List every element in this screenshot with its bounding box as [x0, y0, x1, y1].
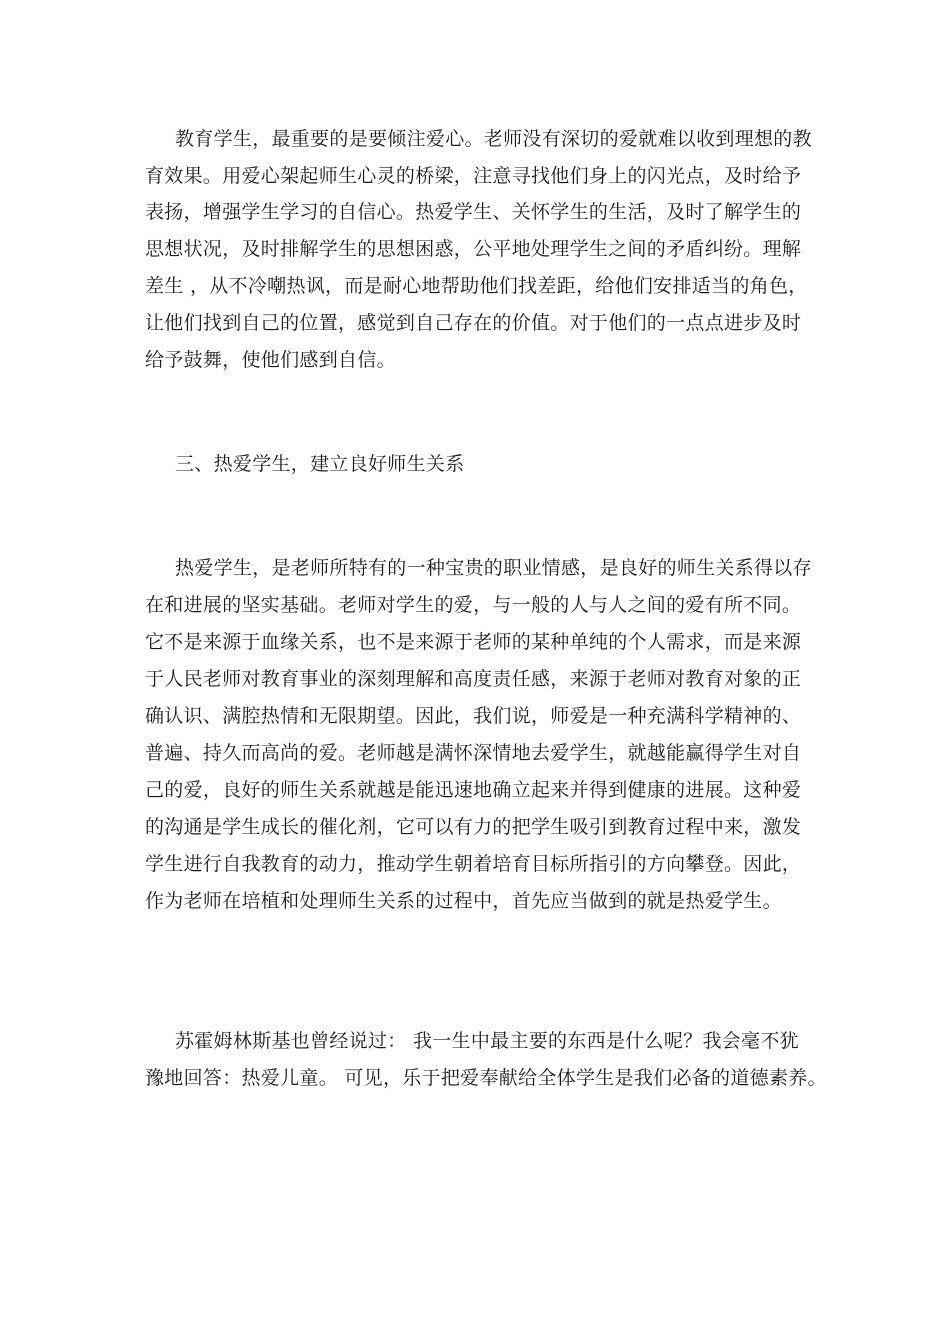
paragraph-line: 热爱学生，是老师所特有的一种宝贵的职业情感，是良好的师生关系得以存 — [175, 557, 812, 579]
paragraph-line: 表扬，增强学生学习的自信心。热爱学生、关怀学生的生活，及时了解学生的 — [145, 201, 802, 223]
paragraph-line: 己的爱，良好的师生关系就越是能迅速地确立起来并得到健康的进展。这种爱 — [145, 779, 802, 801]
paragraph-line: 学生进行自我教育的动力，推动学生朝着培育目标所指引的方向攀登。因此， — [145, 853, 802, 875]
paragraph-line: 的沟通是学生成长的催化剂，它可以有力的把学生吸引到教育过程中来，激发 — [145, 816, 802, 838]
paragraph-line: 普遍、持久而高尚的爱。老师越是满怀深情地去爱学生，就越能赢得学生对自 — [145, 742, 802, 764]
paragraph-line: 豫地回答：热爱儿童。 可见，乐于把爱奉献给全体学生是我们必备的道德素养。 — [145, 1067, 827, 1089]
paragraph-line: 思想状况，及时排解学生的思想困惑，公平地处理学生之间的矛盾纠纷。理解 — [145, 238, 802, 260]
paragraph-line: 它不是来源于血缘关系，也不是来源于老师的某种单纯的个人需求，而是来源 — [145, 631, 802, 653]
paragraph-line: 让他们找到自己的位置，感觉到自己存在的价值。对于他们的一点点进步及时 — [145, 312, 802, 334]
paragraph-line: 育效果。用爱心架起师生心灵的桥梁，注意寻找他们身上的闪光点，及时给予 — [145, 165, 802, 187]
paragraph-line: 给予鼓舞，使他们感到自信。 — [145, 349, 396, 371]
paragraph-line: 于人民老师对教育事业的深刻理解和高度责任感，来源于老师对教育对象的正 — [145, 668, 802, 690]
paragraph-line: 作为老师在培植和处理师生关系的过程中，首先应当做到的就是热爱学生。 — [145, 890, 782, 912]
paragraph-line: 苏霍姆林斯基也曾经说过： 我一生中最主要的东西是什么呢？我会毫不犹 — [175, 1030, 799, 1052]
paragraph-line: 差生 ，从不冷嘲热讽，而是耐心地帮助他们找差距，给他们安排适当的角色， — [145, 275, 808, 297]
section-heading: 三、热爱学生，建立良好师生关系 — [175, 453, 465, 475]
paragraph-line: 教育学生，最重要的是要倾注爱心。老师没有深切的爱就难以收到理想的教 — [175, 128, 812, 150]
paragraph-line: 确认识、满腔热情和无限期望。因此，我们说，师爱是一种充满科学精神的、 — [145, 705, 802, 727]
paragraph-line: 在和进展的坚实基础。老师对学生的爱，与一般的人与人之间的爱有所不同。 — [145, 594, 802, 616]
